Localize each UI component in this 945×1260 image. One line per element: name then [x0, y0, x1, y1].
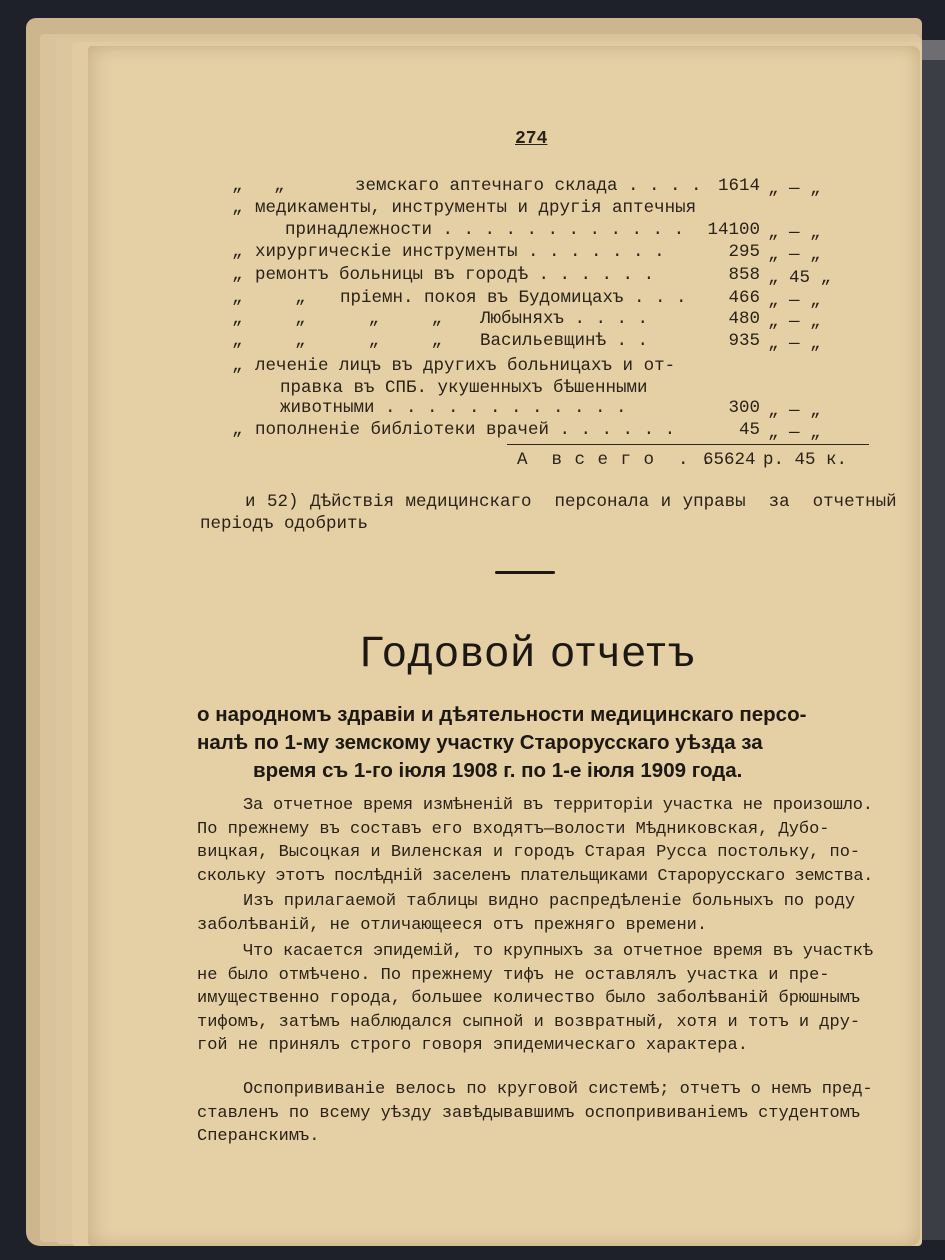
- expense-amount: 1614: [717, 176, 760, 196]
- paragraph-line: По прежнему въ составъ его входятъ—волости Мѣдниковская, Дубо-: [197, 819, 830, 839]
- expense-item: хирургическіе инструменты . . . . . . .: [255, 242, 665, 262]
- expense-ditto-marks: „: [232, 356, 243, 376]
- paragraph-line: не было отмѣчено. По прежнему тифъ не оставлялъ участка и пре-: [197, 965, 830, 985]
- report-subheading-line-3: время съ 1-го іюля 1908 г. по 1-е іюля 1909 года.: [253, 759, 743, 782]
- expense-ditto-marks: „: [232, 420, 243, 440]
- expense-item: пріемн. покоя въ Будомицахъ . . .: [340, 288, 687, 308]
- paragraph-line: За отчетное время измѣненій въ территоріи участка не произошло.: [243, 796, 873, 815]
- paragraph-line: ставленъ по всему уѣзду завѣдывавшимъ оспопрививаніемъ студентомъ: [197, 1103, 861, 1123]
- paragraph-line: вицкая, Высоцкая и Виленская и городъ Старая Русса постольку, по-: [197, 843, 861, 862]
- resolution-line-1: и 52) Дѣйствія медицинскаго персонала и управы за отчетный: [245, 492, 897, 512]
- expense-ditto-marks: „ „: [232, 176, 285, 196]
- page-number: 274: [515, 129, 548, 149]
- expense-item: животными . . . . . . . . . . . .: [280, 398, 627, 418]
- expense-kopecks: „ — „: [768, 179, 821, 199]
- paragraph-line: Оспопрививаніе велось по круговой системѣ; отчетъ о немъ пред-: [243, 1080, 873, 1099]
- total-rule: [507, 444, 869, 445]
- total-label: А в с е г о . .: [517, 450, 713, 470]
- expense-kopecks: „ 45 „: [768, 268, 832, 288]
- expense-amount: 858: [728, 265, 760, 285]
- expense-amount: 935: [728, 331, 760, 351]
- expense-item: земскаго аптечнаго склада . . . .: [355, 176, 702, 196]
- expense-kopecks: „ — „: [768, 245, 821, 265]
- expense-amount: 480: [728, 309, 760, 329]
- paragraph-line: Изъ прилагаемой таблицы видно распредѣленіе больныхъ по роду: [243, 892, 856, 911]
- paragraph-line: заболѣваній, не отличающееся отъ прежняго времени.: [197, 915, 708, 935]
- expense-item: медикаменты, инструменты и другія аптечныя: [255, 198, 697, 218]
- expense-kopecks: „ — „: [768, 312, 821, 332]
- report-subheading-line-1: о народномъ здравіи и дѣятельности медицинскаго персо-: [197, 703, 807, 726]
- section-separator: [495, 571, 555, 574]
- expense-kopecks: „ — „: [768, 334, 821, 354]
- paragraph-line: тифомъ, затѣмъ наблюдался сыпной и возвратный, хотя и тотъ и дру-: [197, 1012, 861, 1032]
- expense-ditto-marks: „ „ „ „: [232, 331, 443, 351]
- paragraph-line: Сперанскимъ.: [197, 1127, 320, 1146]
- expense-ditto-marks: „: [232, 198, 243, 218]
- expense-item: принадлежности . . . . . . . . . . . .: [285, 220, 685, 240]
- expense-item: леченіе лицъ въ другихъ больницахъ и от-: [255, 356, 676, 376]
- expense-item: ремонтъ больницы въ городѣ . . . . . .: [255, 265, 655, 285]
- report-subheading-line-2: налѣ по 1-му земскому участку Старорусскаго уѣзда за: [197, 731, 763, 754]
- expense-amount: 466: [728, 288, 760, 308]
- expense-ditto-marks: „ „: [232, 288, 306, 308]
- expense-kopecks: „ — „: [768, 401, 821, 421]
- expense-amount: 300: [728, 398, 760, 418]
- expense-ditto-marks: „ „ „ „: [232, 309, 443, 329]
- paragraph-line: скольку этотъ послѣдній заселенъ плательщиками Старорусскаго земства.: [197, 866, 873, 886]
- expense-item: Любыняхъ . . . .: [480, 309, 649, 329]
- expense-item: Васильевщинѣ . .: [480, 331, 649, 351]
- report-heading: Годовой отчетъ: [360, 628, 697, 676]
- total-amount: 65624: [703, 450, 756, 470]
- paragraph-line: гой не принялъ строго говоря эпидемическаго характера.: [197, 1036, 748, 1055]
- expense-kopecks: „ — „: [768, 291, 821, 311]
- expense-item: пополненіе библіотеки врачей . . . . . .: [255, 420, 676, 440]
- paragraph-line: имущественно города, большее количество было заболѣваній брюшнымъ: [197, 989, 861, 1008]
- expense-amount: 14100: [707, 220, 760, 240]
- expense-ditto-marks: „: [232, 242, 243, 262]
- expense-ditto-marks: „: [232, 265, 243, 285]
- paragraph-line: Что касается эпидемій, то крупныхъ за отчетное время въ участкѣ: [243, 942, 873, 961]
- expense-item: правка въ СПБ. укушенныхъ бѣшенными: [280, 378, 648, 398]
- total-unit: р. 45 к.: [763, 450, 848, 470]
- expense-amount: 45: [738, 420, 760, 440]
- expense-amount: 295: [728, 242, 760, 262]
- resolution-line-2: періодъ одобрить: [200, 514, 369, 534]
- expense-kopecks: „ — „: [768, 223, 821, 243]
- scanner-background-shadow: [918, 60, 945, 1240]
- expense-kopecks: „ — „: [768, 423, 821, 443]
